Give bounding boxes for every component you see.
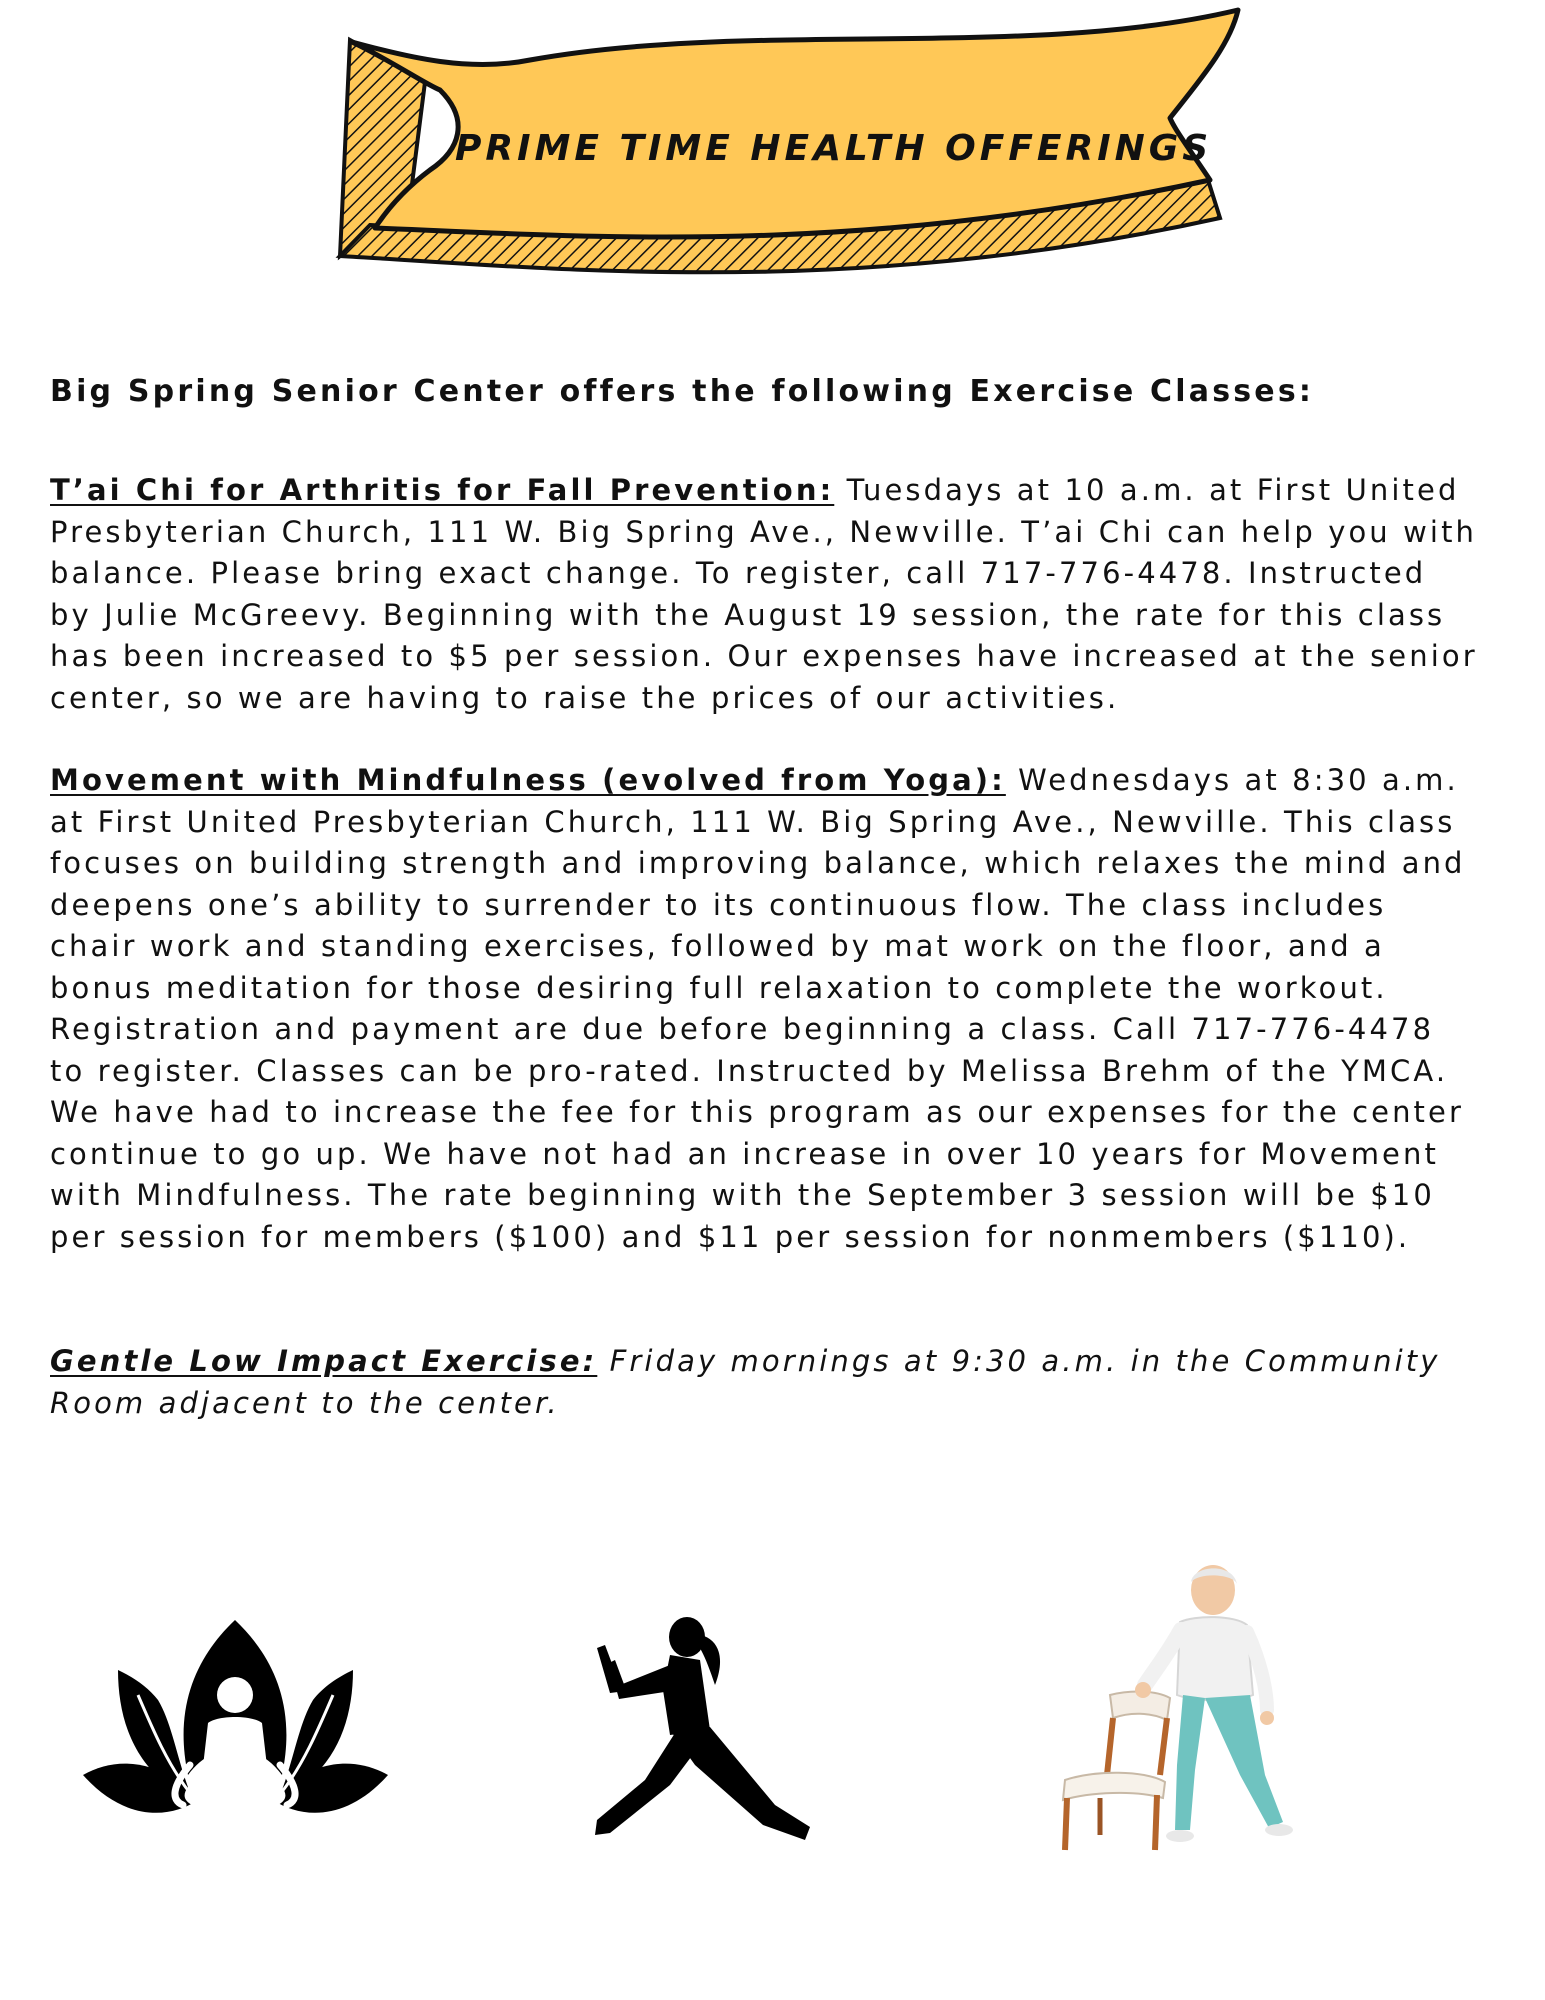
intro-heading: Big Spring Senior Center offers the following Exercise Classes:: [50, 374, 1315, 409]
class-description: Friday mornings at 9:30 a.m. in the Community Room adjacent to the center.: [50, 1344, 1441, 1420]
class-heading: T’ai Chi for Arthritis for Fall Prevention:: [50, 473, 835, 507]
page-title: PRIME TIME HEALTH OFFERINGS: [455, 128, 1213, 169]
lotus-meditation-icon: [78, 1615, 393, 1850]
class-heading: Gentle Low Impact Exercise:: [50, 1344, 598, 1378]
class-tai-chi: [50, 470, 1480, 719]
tai-chi-silhouette-icon: [575, 1615, 825, 1860]
senior-chair-exercise-icon: [1055, 1560, 1305, 1860]
main-content: [50, 372, 1480, 1424]
class-description: Tuesdays at 10 a.m. at First United Presbyterian Church, 111 W. Big Spring Ave., Newville. T’ai Chi can help you with balance. Please bring exact change. To register, call 717-776-4478. Instructed by Julie McGreevy. Beginning with the August 19 session, the rate for this class has been increased to $5 per session. Our expenses have increased at the senior center, so we are having to raise the prices of our activities.: [50, 473, 1478, 715]
class-heading: Movement with Mindfulness (evolved from Yoga):: [50, 763, 1006, 797]
class-description: Wednesdays at 8:30 a.m. at First United Presbyterian Church, 111 W. Big Spring Ave., Newville. This class focuses on building strength and improving balance, which relaxes the mind and deepens one’s ability to surrender to its continuous flow. The class includes chair work and standing exercises, followed by mat work on the floor, and a bonus meditation for those desiring full relaxation to complete the workout. Registration and payment are due before beginning a class. Call 717-776-4478 to register. Classes can be pro-rated. Instructed by Melissa Brehm of the YMCA. We have had to increase the fee for this program as our expenses for the center continue to go up. We have not had an increase in over 10 years for Movement with Mindfulness. The rate beginning with the September 3 session will be $10 per session for members ($100) and $11 per session for nonmembers ($110).: [50, 763, 1466, 1254]
class-gentle-low-impact: [50, 1341, 1480, 1424]
class-movement-mindfulness: [50, 760, 1480, 1258]
